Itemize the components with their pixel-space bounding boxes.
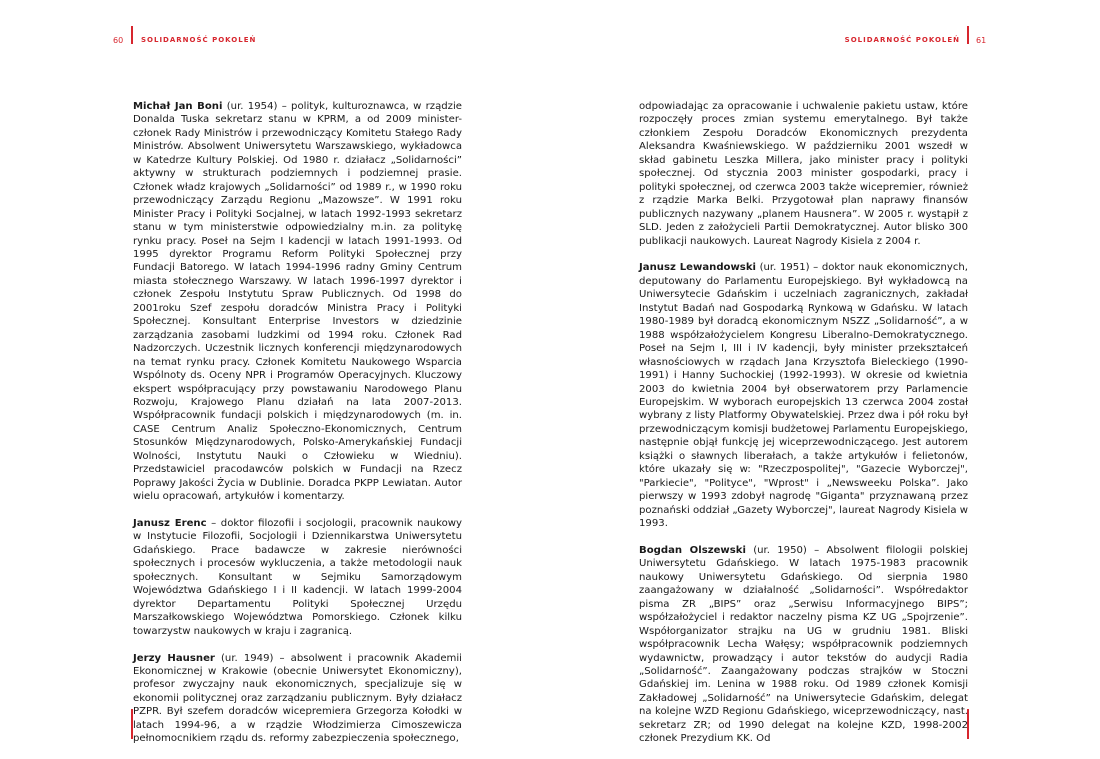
bio-text: (ur. 1949) – absolwent i pracownik Akademii Ekonomicznej w Krakowie (obecnie Uniwersytet Ekonomiczny), profesor zwyczajny nauk ekonomicznych, specjalizuje się w ekonomii politycznej oraz zarządzaniu publicznym. Były działacz PZPR. Był szefem doradców wicepremiera Grzegorza Kołodki w latach 1994-96, a w rządzie Włodzimierza Cimoszewicza pełnomocnikiem rządu ds. reformy zabezpieczenia społecznego,: [133, 652, 462, 745]
bio-paragraph: [133, 652, 462, 746]
bio-name: Jerzy Hausner: [133, 652, 215, 664]
right-page-number: 61: [976, 36, 987, 45]
bio-name: Bogdan Olszewski: [639, 544, 746, 556]
bio-name: Janusz Lewandowski: [639, 262, 756, 274]
left-running-title: SOLIDARNOŚĆ POKOLEŃ: [141, 36, 257, 44]
bio-text: (ur. 1950) – Absolwent filologii polskiej Uniwersytetu Gdańskiego. W latach 1975-1983 pracownik naukowy Uniwersytetu Gdańskiego. Od sierpnia 1980 zaangażowany w działalność „Solidarności”. Współredaktor pisma ZR „BIPS” oraz „Serwisu Informacyjnego BIPS”; współzałożyciel i redaktor naczelny pisma KZ UG „Spojrzenie”. Współorganizator strajku na UG w grudniu 1981. Bliski współpracownik Lecha Wałęsy; współpracownik podziemnych wydawnictw, prowadzący i autor tekstów do audycji Radia „Solidarność”. Zaangażowany podczas strajków w Stoczni Gdańskiej im. Lenina w 1988 roku. Od 1989 członek Komisji Zakładowej „Solidarność” na Uniwersytecie Gdańskim, delegat na kolejne WZD Regionu Gdańskiego, wiceprzewodniczący, nast. sekretarz ZR; od 1990 delegat na kolejne KZD, 1998-2002 członek Prezydium KK. Od: [639, 544, 968, 745]
right-text-column: [639, 100, 968, 759]
left-text-column: [133, 100, 462, 759]
bio-paragraph: [133, 517, 462, 638]
left-page-number: 60: [113, 36, 124, 45]
bio-name: Michał Jan Boni: [133, 101, 223, 112]
bio-text: odpowiadając za opracowanie i uchwalenie pakietu ustaw, które rozpoczęły proces zmian systemu emerytalnego. Był także członkiem Zespołu Doradców Ekonomicznych prezydenta Aleksandra Kwaśniewskiego. W październiku 2001 wszedł w skład gabinetu Leszka Millera, jako minister pracy i polityki społecznej. Od stycznia 2003 minister gospodarki, pracy i polityki społecznej, od czerwca 2003 także wicepremier, również z rządzie Marka Belki. Przygotował plan naprawy finansów publicznych nazywany „planem Hausnera”. W 2005 r. wystąpił z SLD. Jeden z założycieli Partii Demokratycznej. Autor blisko 300 publikacji naukowych. Laureat Nagrody Kisiela z 2004 r.: [639, 101, 968, 247]
left-page-top-rule: [131, 26, 133, 44]
bio-paragraph: [639, 544, 968, 746]
bio-paragraph: [133, 100, 462, 504]
bio-text: (ur. 1954) – polityk, kulturoznawca, w rządzie Donalda Tuska sekretarz stanu w KPRM, a od 2009 minister-członek Rady Ministrów i przewodniczący Komitetu Stałego Rady Ministrów. Absolwent Uniwersytetu Warszawskiego, wykładowca w Katedrze Kultury Polskiej. Od 1980 r. działacz „Solidarności” aktywny w strukturach podziemnych i podziemnej prasie. Członek władz krajowych „Solidarności” od 1989 r., w 1990 roku przewodniczący Zarządu Regionu „Mazowsze”. W 1991 roku Minister Pracy i Polityki Socjalnej, w latach 1992-1993 sekretarz stanu w tym ministerstwie odpowiedzialny m.in. za politykę rynku pracy. Poseł na Sejm I kadencji w latach 1991-1993. Od 1995 dyrektor Programu Reform Polityki Społecznej przy Fundacji Batorego. W latach 1994-1996 radny Gminy Centrum miasta stołecznego Warszawy. W latach 1996-1997 dyrektor i członek Zespołu Instytutu Spraw Publicznych. Od 1998 do 2001roku Szef zespołu doradców Ministra Pracy i Polityki Społecznej. Konsultant Enterprise Investors w dziedzinie zarządzania zasobami ludzkimi od 1994 roku. Członek Rad Nadzorczych. Uczestnik licznych konferencji międzynarodowych na temat rynku pracy. Członek Komitetu Naukowego Wsparcia Wspólnoty ds. Oceny NPR i Programów Operacyjnych. Kluczowy ekspert współpracujący przy powstawaniu Narodowego Planu Rozwoju, Krajowego Planu działań na lata 2007-2013. Współpracownik fundacji polskich i międzynarodowych (m. in. CASE Centrum Analiz Społeczno-Ekonomicznych, Centrum Stosunków Międzynarodowych, Polsko-Amerykańskiej Fundacji Wolności, Instytutu Nauki o Człowieku w Wiedniu). Przedstawiciel pracodawców polskich w Fundacji na Rzecz Poprawy Jakości Życia w Dublinie. Doradca PKPP Lewiatan. Autor wielu opracowań, artykułów i komentarzy.: [133, 101, 462, 503]
right-running-title: SOLIDARNOŚĆ POKOLEŃ: [844, 36, 960, 44]
bio-text: – doktor filozofii i socjologii, pracownik naukowy w Instytucie Filozofii, Socjologii i Dziennikarstwa Uniwersytetu Gdańskiego. Prace badawcze w zakresie nierówności społecznych i procesów wykluczenia, a także metodologii nauk społecznych. Konsultant w Sejmiku Samorządowym Województwa Gdańskiego I i II kadencji. W latach 1999-2004 dyrektor Departamentu Polityki Społecznej Urzędu Marszałkowskiego Województwa Pomorskiego. Członek kilku towarzystw naukowych w kraju i zagranicą.: [133, 518, 462, 637]
bio-name: Janusz Erenc: [133, 518, 207, 530]
right-page-top-rule: [967, 26, 969, 44]
bio-paragraph: [639, 261, 968, 530]
bio-paragraph: [639, 100, 968, 248]
bio-text: (ur. 1951) – doktor nauk ekonomicznych, deputowany do Parlamentu Europejskiego. Był wykładowcą na Uniwersytecie Gdańskim i uczelniach zagranicznych, zakładał Instytut Badań nad Gospodarką Rynkową w Gdańsku. W latach 1980-1989 był doradcą ekonomicznym NSZZ „Solidarność”, a w 1988 współzałożycielem Kongresu Liberalno-Demokratycznego. Poseł na Sejm I, III i IV kadencji, były minister przekształceń własnościowych w rządach Jana Krzysztofa Bieleckiego (1990-1991) i Hanny Suchockiej (1992-1993). W okresie od kwietnia 2003 do kwietnia 2004 był obserwatorem przy Parlamencie Europejskim. W wyborach europejskich 13 czerwca 2004 został wybrany z listy Platformy Obywatelskiej. Przez dwa i pół roku był przewodniczącym komisji budżetowej Parlamentu Europejskiego, następnie objął funkcję jej wiceprzewodniczącego. Jest autorem książki o sławnych liberałach, a także artykułów i felietonów, które ukazały się w: "Rzeczpospolitej", "Gazecie Wyborczej", "Parkiecie", "Polityce", "Wprost" i „Newsweeku Polska”. Jako pierwszy w 1993 zdobył nagrodę "Giganta" przyznawaną przez poznański oddział „Gazety Wyborczej", laureat Nagrody Kisiela w 1993.: [639, 262, 968, 530]
